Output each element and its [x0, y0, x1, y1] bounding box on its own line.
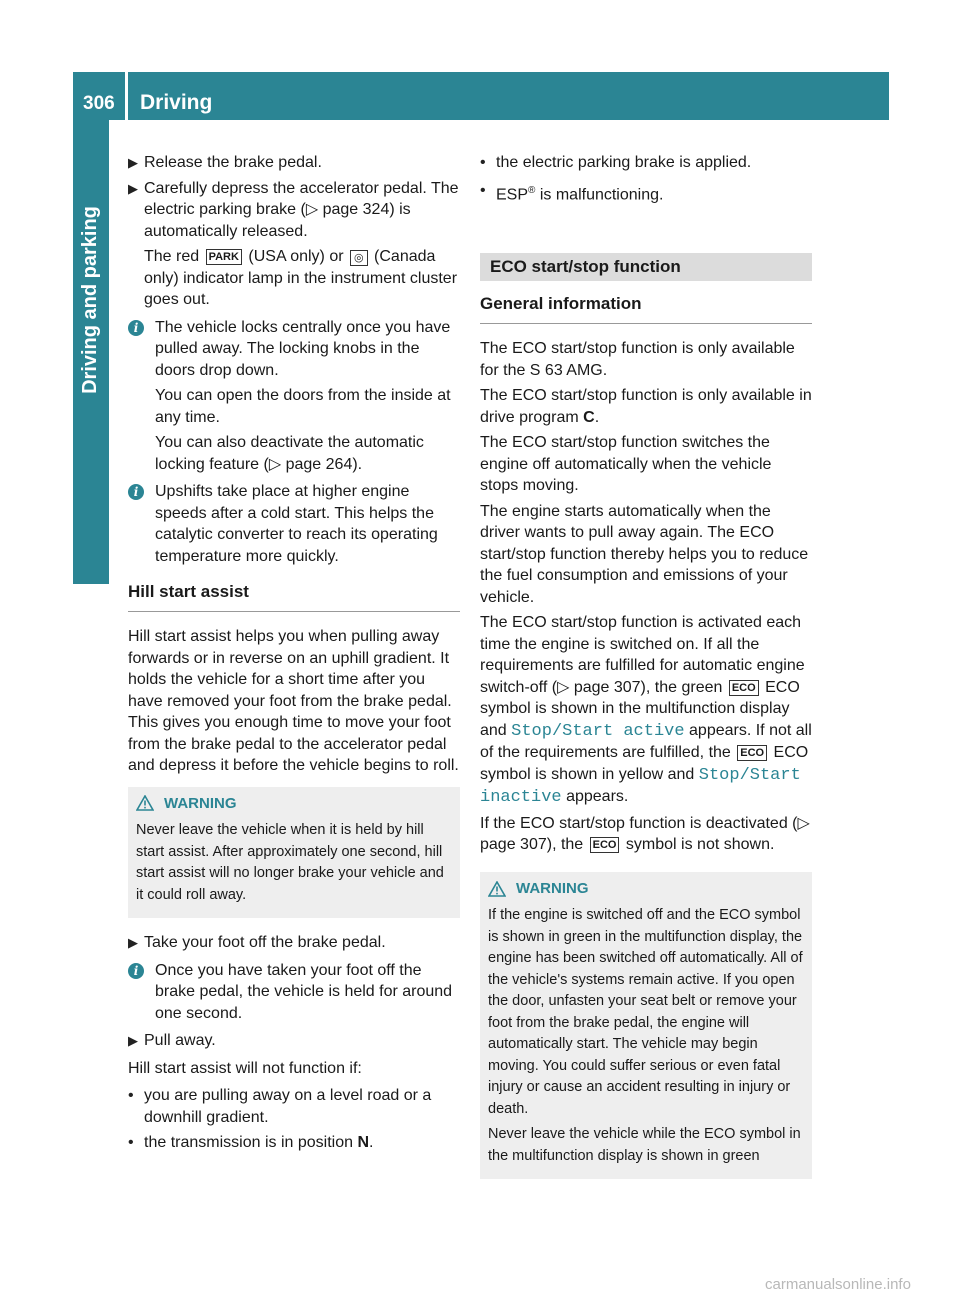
step-arrow-icon: ▶ [128, 935, 138, 950]
bullet-icon: • [128, 1087, 134, 1104]
page-ref-icon: ▷ [557, 678, 570, 696]
bullet-icon: • [128, 1134, 134, 1151]
step-foot-off-brake: ▶ Take your foot off the brake pedal. [128, 932, 460, 954]
warning-text: If the engine is switched off and the ECO symbol is shown in green in the multifunction display, the engine has been switched off automatically. All of the vehicle's systems remain active. If you open the door, unfasten your seat belt or remove your foot from the brake pedal, the engine will automatically start. The vehicle may begin moving. You could suffer serious or even fatal injury or cause an accident resulting in injury or death. [488, 907, 803, 1117]
page-number: 306 [83, 93, 115, 114]
step-release-brake: ▶ Release the brake pedal. [128, 152, 460, 174]
heading-general-information: General information [480, 293, 812, 324]
warning-box-eco [480, 872, 812, 1180]
step-arrow-icon: ▶ [128, 180, 138, 196]
list-item: • the electric parking brake is applied. [480, 152, 812, 174]
display-message-active: Stop/Start active [511, 721, 685, 741]
heading-eco-start-stop: ECO start/stop function [480, 253, 812, 281]
warning-triangle-icon [488, 881, 506, 897]
page-ref-icon: ▷ [305, 201, 319, 218]
right-column: • the electric parking brake is applied. • ESP® is malfunctioning. ECO start/stop function General information The ECO start/stop function is only available for the S 63 AMG. The ECO start/stop function is only available in drive program C. The ECO start/stop function switches the engine off automatically when the vehicle stops moving. The engine starts automatically when the driver wants to pull away again. The ECO start/stop function thereby helps you to reduce the fuel consumption and emissions of your vehicle. The ECO start/stop function is activated each time the engine is switched on. If all the requirements are fulfilled for automatic engine switch-off (▷ page 307), the green ECO ECO symbol is shown in the multifunction display and Stop/Start active appears. If not all of the requirements are fulfilled, the ECO ECO symbol is shown in yellow and Stop/Start inactive appears. If the ECO start/stop function is deactivated (▷ page 307), the ECO symbol is not shown. WARNING If the engine is switched off and the ECO symbol is shown in green in the multifunction display, the engine has been switched off automatically. All of the vehicle's systems remain active. If you open the door, unfasten your seat belt or remove your foot from the brake pedal, the engine will automatically start. The vehicle may begin moving. You could suffer serious or even fatal injury or cause an accident resulting in injury or death. Never leave the vehicle while the ECO symbol in the multifunction display is shown in green [480, 152, 812, 1193]
bullet-icon: • [480, 181, 486, 199]
bullet-icon: • [480, 154, 486, 171]
header-divider [125, 72, 128, 120]
warning-box-hill-start [128, 787, 460, 919]
side-tab-label: Driving and parking [79, 206, 101, 394]
hill-start-description: Hill start assist helps you when pulling away forwards or in reverse on an uphill gradient. It holds the vehicle for a short time after you have removed your foot from the brake pedal. This gives you enough time to move your foot from the brake pedal to the accelerator pedal and depress it before the vehicle begins to roll. [128, 628, 459, 774]
info-upshifts: i Upshifts take place at higher engine speeds after a cold start. This helps the catalytic converter to reach its operating temperature more quickly. [128, 481, 460, 567]
warning-text: Never leave the vehicle while the ECO symbol in the multifunction display is shown in green [488, 1126, 801, 1164]
display-message-inactive: Stop/Start inactive [480, 765, 801, 808]
page-ref-icon: ▷ [797, 814, 810, 832]
park-lamp-icon: PARK [206, 249, 242, 265]
step-arrow-icon: ▶ [128, 1033, 138, 1048]
warning-text: Never leave the vehicle when it is held by hill start assist. After approximately one second, hill start assist will no longer brake your vehicle and it could roll away. [136, 822, 444, 903]
info-held-one-second: i Once you have taken your foot off the brake pedal, the vehicle is held for around one second. [128, 960, 460, 1025]
watermark-text: carmanualsonline.info [765, 1276, 911, 1293]
step-depress-accelerator: ▶ Carefully depress the accelerator pedal. The electric parking brake (▷ page 324) is automatically released. The red PARK (USA only) or ◎ (Canada only) indicator lamp in the instrument cluster goes out. [128, 179, 459, 308]
list-item: • you are pulling away on a level road or a downhill gradient. [128, 1087, 432, 1126]
step-arrow-icon: ▶ [128, 155, 138, 170]
info-icon: i [128, 320, 144, 336]
info-icon: i [128, 484, 144, 500]
page-ref-icon: ▷ [268, 455, 282, 473]
page-header-bar [73, 72, 889, 120]
step-pull-away: ▶ Pull away. [128, 1030, 460, 1052]
warning-triangle-icon [136, 795, 154, 811]
canada-brake-lamp-icon: ◎ [350, 250, 368, 266]
info-locking: i The vehicle locks centrally once you have pulled away. The locking knobs in the doors drop down. You can open the doors from the inside at any time. You can also deactivate the automatic locking feature (▷ page 264). [128, 317, 460, 476]
warning-title: WARNING [164, 794, 237, 812]
eco-symbol-icon: ECO [590, 837, 620, 853]
list-item: • the transmission is in position N. [128, 1132, 460, 1154]
eco-symbol-icon: ECO [737, 745, 767, 761]
heading-hill-start-assist: Hill start assist [128, 581, 460, 612]
not-function-intro: Hill start assist will not function if: [128, 1059, 362, 1077]
list-item: • ESP® is malfunctioning. [480, 181, 664, 203]
chapter-title: Driving [140, 91, 213, 114]
eco-symbol-icon: ECO [729, 680, 759, 696]
left-column [128, 152, 460, 1158]
warning-title: WARNING [516, 879, 589, 897]
info-icon: i [128, 963, 144, 979]
